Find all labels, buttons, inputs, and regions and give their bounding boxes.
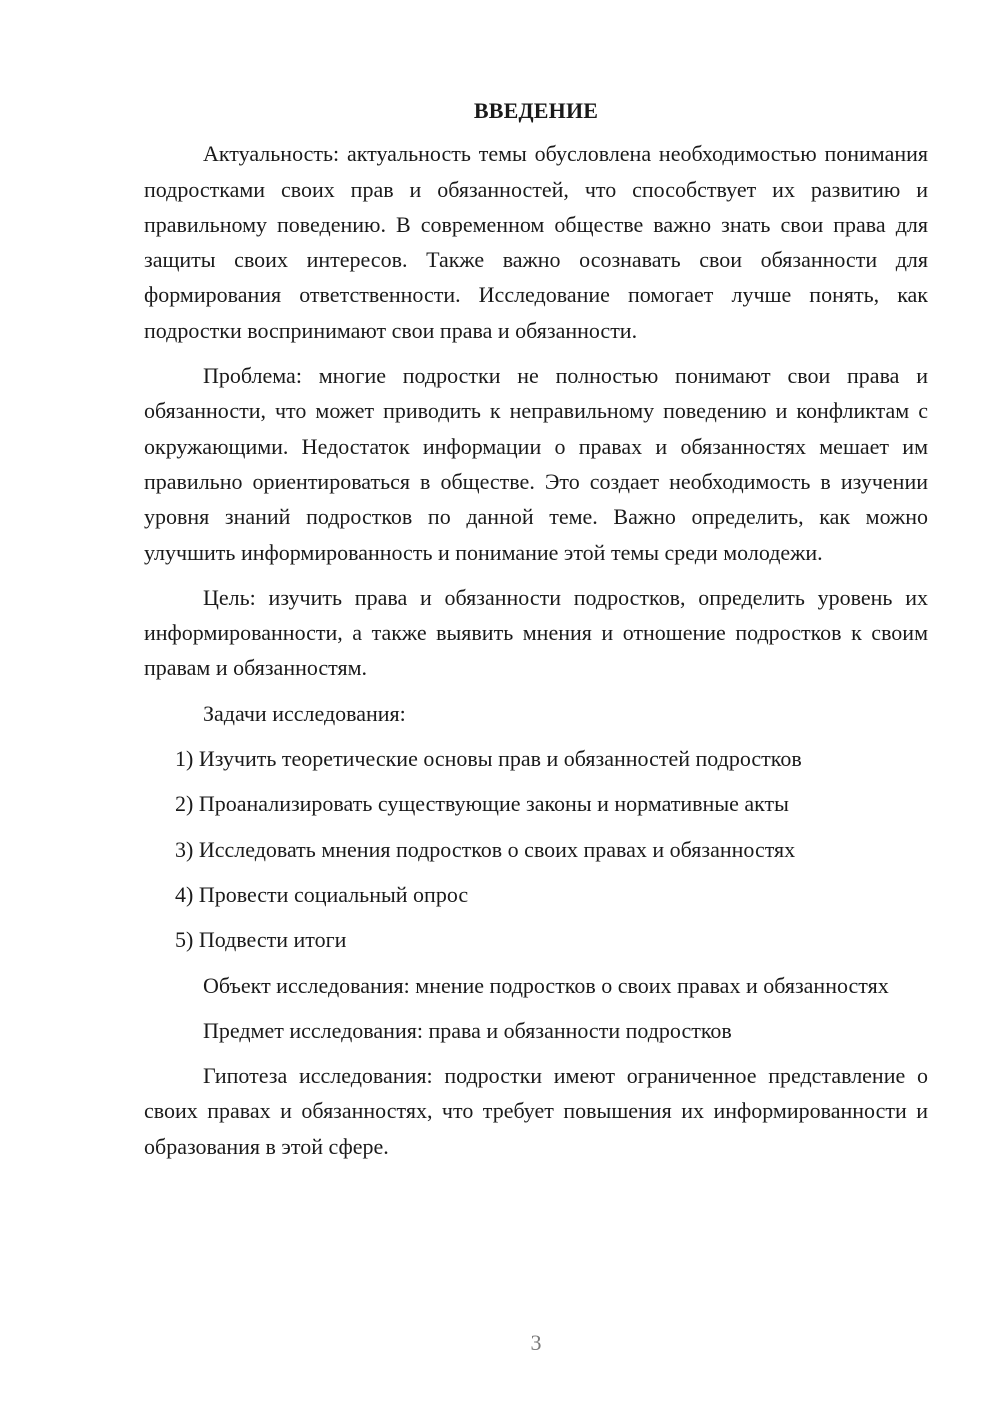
tasks-list [144,741,928,957]
page-number: 3 [530,1330,542,1355]
list-item: 1) Изучить теоретические основы прав и обязанностей подростков [175,746,802,772]
list-item: 3) Исследовать мнения подростков о своих правах и обязанностях [175,836,796,862]
object-paragraph: Объект исследования: мнение подростков о своих правах и обязанностях [203,972,889,998]
goal-paragraph: Цель: изучить права и обязанности подростков, определить уровень их информированности, а также выявить мнения и отношение подростков к своим правам и обязанностям. [144,584,928,681]
problem-paragraph: Проблема: многие подростки не полностью понимают свои права и обязанности, что может приводить к неправильному поведению и конфликтам с окружающими. Недостаток информации о правах и обязанностях мешает им правильно ориентироваться в обществе. Это создает необходимость в изучении уровня знаний подростков по данной теме. Важно определить, как можно улучшить информированность и понимание этой темы среди молодежи. [144,363,928,565]
section-title: ВВЕДЕНИЕ [473,98,599,123]
tasks-heading: Задачи исследования: [203,700,406,726]
document-page [144,93,928,1174]
relevance-paragraph: Актуальность: актуальность темы обусловлена необходимостью понимания подростками своих прав и обязанностей, что способствует их развитию и правильному поведению. В современном обществе важно знать свои права для защиты своих интересов. Также важно осознавать свои обязанности для формирования ответственности. Исследование помогает лучше понять, как подростки воспринимают свои права и обязанности. [144,141,928,343]
list-item: 2) Проанализировать существующие законы и нормативные акты [175,791,789,817]
subject-paragraph: Предмет исследования: права и обязанности подростков [203,1017,732,1043]
list-item: 4) Провести социальный опрос [175,881,469,907]
hypothesis-paragraph: Гипотеза исследования: подростки имеют ограниченное представление о своих правах и обязанностях, что требует повышения их информированности и образования в этой сфере. [144,1063,928,1159]
list-item: 5) Подвести итоги [175,927,347,953]
